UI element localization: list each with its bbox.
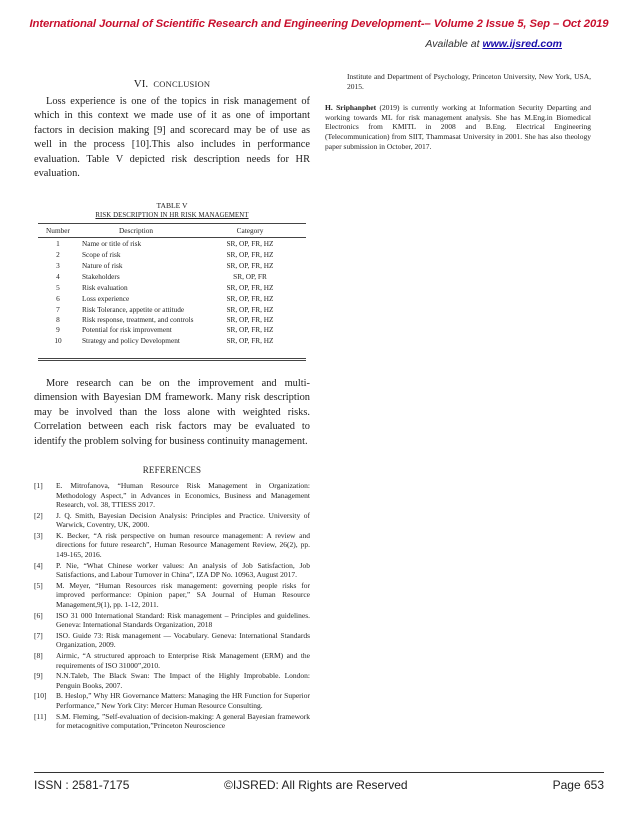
section-number: VI. <box>133 78 149 90</box>
reference-number: [5] <box>34 580 43 590</box>
row-number: 4 <box>56 271 60 281</box>
reference-text: B. Heslop,” Why HR Governance Matters: Managing the HR Function for Superior Performance,” New York City: Mercer Human Resource Consulting. <box>56 691 310 710</box>
reference-text: M. Meyer, “Human Resources risk management: governing people risks for improved performance: Opinion paper,” SA Journal of Human Resource Management,9(1), pp. 1-12, 2011. <box>56 580 310 610</box>
reference-number: [9] <box>34 671 43 681</box>
footer-rights: ©IJSRED: All Rights are Reserved <box>224 778 408 792</box>
reference-number: [6] <box>34 610 43 620</box>
row-description: Stakeholders <box>82 271 120 281</box>
row-number: 2 <box>56 249 60 259</box>
reference-item <box>34 581 310 610</box>
table-row <box>38 294 306 305</box>
reference-text: J. Q. Smith, Bayesian Decision Analysis: Principles and Practice. University of Warwick, Coventry, UK, 2000. <box>56 510 310 530</box>
reference-number: [8] <box>34 651 43 660</box>
table-row <box>38 336 306 346</box>
table-title: TABLE V <box>156 201 188 211</box>
reference-number: [2] <box>34 510 43 520</box>
row-description: Potential for risk improvement <box>82 325 172 335</box>
conclusion-heading <box>34 78 310 90</box>
row-description: Risk response, treatment, and controls <box>82 315 194 325</box>
reference-number: [4] <box>34 560 43 570</box>
table-row <box>38 315 306 325</box>
author-bio-text: (2019) is currently working at Information Security Departing and working towards ML for risk management analysis. She has M.Eng.in Biomedical Electronics from KMITL in 2008 and B.Eng. Electrical Engineering (Telecommunication) from SIIT, Thammasat University in 2001. She has also theology paper submission in October, 2017. <box>325 103 591 151</box>
header-description: Description <box>78 224 194 238</box>
row-description: Risk Tolerance, appetite or attitude <box>82 305 185 315</box>
left-column <box>34 78 310 732</box>
row-description: Name or title of risk <box>82 238 142 248</box>
section-title: CONCLUSION <box>153 79 211 89</box>
reference-number: [11] <box>34 711 47 721</box>
reference-continued: Institute and Department of Psychology, Princeton University, New York, USA, 2015. <box>347 72 591 91</box>
reference-item <box>34 481 310 510</box>
table-bottom-rule <box>38 358 306 361</box>
journal-url-link[interactable]: www.ijsred.com <box>482 38 562 50</box>
reference-text: Airmic, “A structured approach to Enterprise Risk Management (ERM) and the requirements of ISO 31000”,2010. <box>56 651 310 670</box>
row-number: 5 <box>56 283 60 293</box>
reference-text: ISO 31 000 International Standard: Risk management – Principles and guidelines. Geneva: International Standards Organization, 2018 <box>56 610 310 630</box>
row-description: Scope of risk <box>82 249 121 259</box>
row-category: SR, OP, FR, HZ <box>226 315 274 325</box>
table-row <box>38 283 306 294</box>
row-category: SR, OP, FR, HZ <box>226 283 274 293</box>
reference-item <box>34 561 310 580</box>
row-category: SR, OP, FR, HZ <box>226 305 274 315</box>
row-description: Nature of risk <box>82 260 123 270</box>
references-list <box>34 481 310 731</box>
row-description: Risk evaluation <box>82 283 128 293</box>
header-number: Number <box>38 224 78 238</box>
reference-item <box>34 631 310 650</box>
row-category: SR, OP, FR, HZ <box>226 325 274 335</box>
table-row <box>38 238 306 249</box>
reference-item <box>34 511 310 530</box>
reference-text: P. Nie, “What Chinese worker values: An analysis of Job Satisfaction, Job Satisfactions, and Labour Turnover in China”, IZA DP No. 10963, August 2017. <box>56 560 310 580</box>
row-category: SR, OP, FR, HZ <box>226 335 274 345</box>
footer-issn: ISSN : 2581-7175 <box>34 778 130 792</box>
availability-line <box>425 38 562 50</box>
risk-description-table <box>38 223 306 345</box>
future-work-paragraph: More research can be on the improvement and multi-dimension with Bayesian DM framework. Many risk description may be involved than the loss alone with weighted risks. Correlation between each risk factors may be evaluated to identify the problem solving for business continuity management. <box>34 377 310 447</box>
reference-item <box>34 712 310 731</box>
header-category: Category <box>194 224 306 238</box>
row-description: Strategy and policy Development <box>82 335 180 345</box>
reference-text: E. Mitrofanova, “Human Resource Risk Management in Organization: Methodology Aspect,” in Advances in Economics, Business and Management Research, vol. 38, TTIESS 2017. <box>56 480 310 510</box>
row-category: SR, OP, FR, HZ <box>226 260 274 270</box>
table-row <box>38 260 306 271</box>
table-row <box>38 272 306 283</box>
row-category: SR, OP, FR, HZ <box>226 294 274 304</box>
reference-text: S.M. Fleming, ”Self-evaluation of decision-making: A general Bayesian framework for metacognitive computation,”Princeton Neuroscience <box>56 711 310 731</box>
reference-text: ISO. Guide 73: Risk management — Vocabulary. Geneva: International Standards Organization, 2009. <box>56 630 310 650</box>
row-number: 6 <box>56 294 60 304</box>
row-description: Loss experience <box>82 294 130 304</box>
reference-number: [1] <box>34 480 43 490</box>
available-prefix: Available at <box>425 38 483 50</box>
table-row <box>38 325 306 335</box>
row-category: SR, OP, FR, HZ <box>226 238 274 248</box>
footer-page-number: Page 653 <box>552 778 604 792</box>
journal-title: International Journal of Scientific Research and Engineering Development-– Volume 2 Issue 5, Sep – Oct 2019 <box>29 18 609 30</box>
row-number: 3 <box>56 260 60 270</box>
author-bio <box>325 103 591 151</box>
reference-number: [3] <box>34 530 43 540</box>
table-row <box>38 249 306 260</box>
table-row <box>38 305 306 315</box>
right-column <box>325 72 591 151</box>
row-number: 9 <box>56 325 60 335</box>
row-category: SR, OP, FR, HZ <box>226 249 274 259</box>
conclusion-paragraph: Loss experience is one of the topics in risk management of which in this context we made use of it as one of important factors in decision making [9] and scorecard may be of use as well in the process [10].This also includes in performance evaluation. Table V depicted risk description needs for HR evaluation. <box>34 96 310 180</box>
row-number: 1 <box>56 238 60 248</box>
reference-text: N.N.Taleb, The Black Swan: The Impact of the Highly Improbable. London: Penguin Books, 2007. <box>56 671 310 690</box>
table-caption: RISK DESCRIPTION IN HR RISK MANAGEMENT <box>95 212 249 220</box>
row-number: 10 <box>54 335 62 345</box>
author-name: H. Sriphanphet <box>325 103 377 113</box>
reference-text: K. Becker, “A risk perspective on human resource management: A review and directions for future research”, Human Resource Management Review, 26(2), pp. 149-165, 2016. <box>56 530 310 560</box>
table-header-row <box>38 224 306 238</box>
row-number: 8 <box>56 315 60 325</box>
reference-item <box>34 531 310 560</box>
row-number: 7 <box>56 305 60 315</box>
references-heading: REFERENCES <box>142 464 202 475</box>
footer-divider <box>34 772 604 773</box>
row-category: SR, OP, FR <box>233 271 267 281</box>
reference-item <box>34 691 310 710</box>
reference-item <box>34 611 310 630</box>
reference-item <box>34 671 310 690</box>
reference-number: [10] <box>34 691 47 701</box>
reference-item <box>34 651 310 670</box>
reference-number: [7] <box>34 630 43 640</box>
